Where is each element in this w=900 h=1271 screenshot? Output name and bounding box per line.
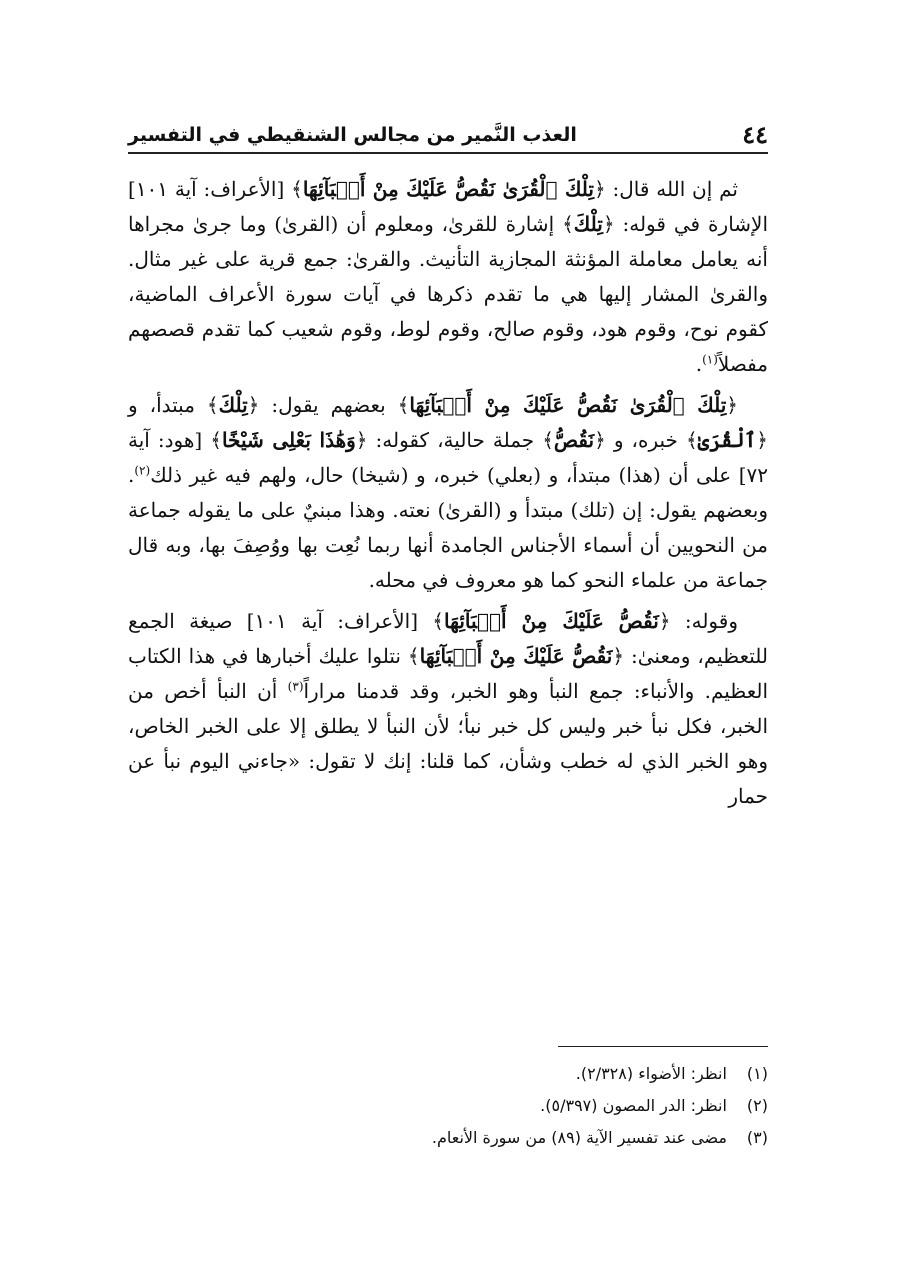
- ornate-bracket: ﴿: [594, 428, 606, 452]
- text-run: خبره، و: [605, 428, 686, 452]
- ornate-bracket: ﴾: [397, 393, 410, 417]
- ornate-bracket: ﴿: [612, 644, 625, 668]
- quran-quote: تِلْكَ ٱلْقُرَىٰ نَقُصُّ عَلَيْكَ مِنْ أَنۢبَآئِهَا: [302, 177, 594, 201]
- quran-quote: ٱلْقُرَىٰ: [697, 428, 757, 452]
- text-run: مبتدأ، و: [128, 393, 207, 417]
- footnote: [128, 1058, 768, 1090]
- footnote-text: انظر: الأضواء (٢/٣٢٨).: [575, 1064, 727, 1083]
- text-run: نتلوا عليك أخبارها في هذا الكتاب العظيم. والأنباء: جمع النبأ وهو الخبر، وقد قدمنا مراراً: [128, 644, 768, 703]
- footnote: [128, 1090, 768, 1122]
- ornate-bracket: ﴾: [206, 393, 219, 417]
- text-run: ثم إن الله قال:: [605, 177, 738, 201]
- ornate-bracket: ﴾: [291, 177, 303, 201]
- text-run: أن النبأ أخص من الخبر، فكل نبأ خبر وليس كل خبر نبأ؛ لأن النبأ لا يطلق إلا على الخبر الخاص، وهو الخبر الذي له خطب وشأن، كما قلنا: إنك لا تقول: «جاءني اليوم نبأ عن حمار: [128, 679, 768, 808]
- ornate-bracket: ﴿: [593, 177, 606, 201]
- footnote-ref: (٣): [287, 679, 304, 694]
- ornate-bracket: ﴾: [432, 609, 445, 633]
- text-run: وقوله:: [670, 609, 738, 633]
- footnote-number: (٢): [746, 1096, 768, 1115]
- text-run: . وبعضهم يقول: إن (تلك) مبتدأ و (القرىٰ) نعته. وهذا مبنيٌ على ما يقوله جماعة من النحويين أن أسماء الأجناس الجامدة أنها ربما نُعِت بها ووُصِفَ بها، وبه قال جماعة من علماء النحو كما هو معروف في محله.: [128, 463, 769, 592]
- quran-quote: تِلْكَ: [573, 212, 603, 236]
- footnote-number: (١): [746, 1064, 768, 1083]
- footnote-rule: [558, 1046, 768, 1047]
- footnotes: [128, 1058, 768, 1154]
- footnote-text: مضى عند تفسير الآية (٨٩) من سورة الأنعام.: [431, 1128, 727, 1147]
- ornate-bracket: ﴾: [407, 644, 420, 668]
- ornate-bracket: ﴿: [726, 393, 738, 417]
- text-run: [الأعراف: آية ١٠١] صيغة الجمع للتعظيم، ومعنىٰ:: [128, 609, 768, 668]
- ornate-bracket: ﴿: [247, 393, 260, 417]
- quran-quote: نَقُصُّ عَلَيْكَ مِنْ أَنۢبَآئِهَا: [419, 644, 613, 668]
- page-header: [128, 112, 768, 152]
- quran-quote: نَقُصُّ عَلَيْكَ مِنْ أَنۢبَآئِهَا: [444, 609, 659, 633]
- ornate-bracket: ﴿: [756, 428, 768, 452]
- text-run: إشارة للقرىٰ، ومعلوم أن (القرىٰ) وما جرىٰ مجراها أنه يعامل معاملة المؤنثة المجازية التأنيث. والقرىٰ: جمع قرية على غير مثال. والقرىٰ المشار إليها هي ما تقدم ذكرها في آيات سورة الأعراف الماضية، كقوم نوح، وقوم هود، وقوم صالح، وقوم لوط، وقوم شعيب كما تقدم قصصهم مفصلاً: [128, 212, 768, 376]
- text-run: جملة حالية، كقوله:: [367, 428, 543, 452]
- footnote-ref: (٢): [134, 463, 151, 478]
- quran-quote: وَهَٰذَا بَعْلِى شَيْخًا: [221, 428, 356, 452]
- text-run: [هود: آية ٧٢] على أن (هذا) مبتدأ، و (بعلي) خبره، و (شيخا) حال، ولهم فيه غير ذلك: [128, 428, 768, 487]
- footnote: [128, 1122, 768, 1154]
- page-number: ٤٤: [742, 120, 768, 149]
- paragraph: [128, 388, 768, 598]
- quran-quote: نَقُصُّ: [553, 428, 595, 452]
- body-text: [128, 172, 768, 820]
- quran-quote: تِلْكَ ٱلْقُرَىٰ نَقُصُّ عَلَيْكَ مِنْ أَنۢبَآئِهَا: [409, 393, 727, 417]
- ornate-bracket: ﴿: [355, 428, 368, 452]
- paragraph: [128, 604, 768, 814]
- ornate-bracket: ﴾: [562, 212, 574, 236]
- text-run: [الأعراف: آية ١٠١] الإشارة في قوله:: [128, 177, 769, 236]
- text-run: بعضهم يقول:: [259, 393, 398, 417]
- footnote-text: انظر: الدر المصون (٥/٣٩٧).: [540, 1096, 727, 1115]
- footnote-number: (٣): [746, 1128, 768, 1147]
- paragraph: [128, 172, 768, 382]
- ornate-bracket: ﴾: [685, 428, 698, 452]
- footnote-ref: (١): [702, 352, 718, 367]
- ornate-bracket: ﴿: [602, 212, 615, 236]
- ornate-bracket: ﴿: [658, 609, 671, 633]
- text-run: .: [695, 352, 703, 376]
- running-title: العذب النَّمير من مجالس الشنقيطي في التفسير: [128, 124, 577, 146]
- quran-quote: تِلْكَ: [218, 393, 248, 417]
- ornate-bracket: ﴾: [542, 428, 554, 452]
- header-rule: [128, 152, 768, 154]
- ornate-bracket: ﴾: [210, 428, 222, 452]
